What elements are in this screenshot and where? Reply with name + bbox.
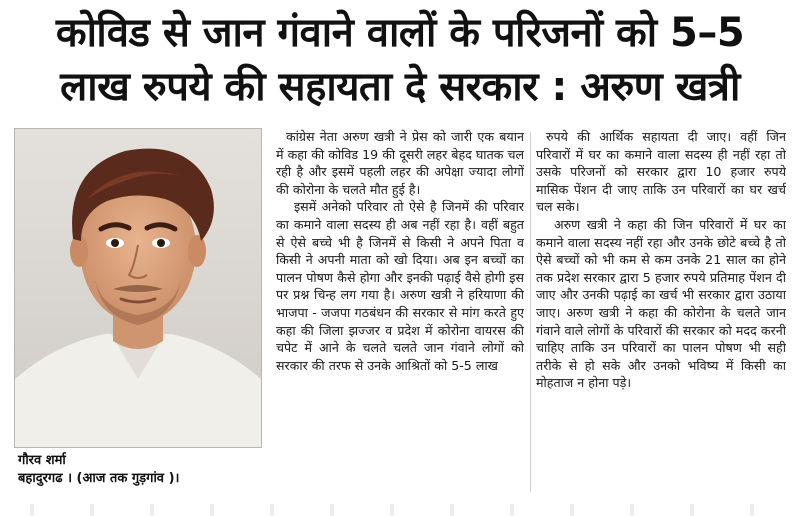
headline-line-2: लाख रुपये की सहायता दे सरकार : अरुण खत्री [60, 64, 740, 110]
headline [0, 6, 800, 114]
column-1-paragraph-1: कांग्रेस नेता अरुण खत्री ने प्रेस को जारी एक बयान में कहा की कोविड 19 की दूसरी लहर बेहद घातक चल रही है और इसमें पहली लहर की अपेक्षा ज्यादा लोगों की कोरोना के चलते मौत हुई है। [276, 129, 524, 197]
caption-dateline: बहादुरगढ । (आज तक गुड़गांव )। [18, 471, 180, 486]
article-column-2 [536, 128, 786, 498]
caption-author: गौरव शर्मा [18, 453, 66, 468]
headline-line-1: कोविड से जान गंवाने वालों के परिजनों को 5–5 [55, 10, 745, 56]
photo-caption [18, 452, 268, 488]
article-column-1 [276, 128, 524, 498]
next-article-edge [0, 504, 800, 516]
column-1-paragraph-2: इसमें अनेको परिवार तो ऐसे है जिनमें की परिवार का कमाने वाला सदस्य ही अब नहीं रहा है। वहीं बहुत से ऐसे बच्चे भी है जिनमें से किसी ने अपने पिता व किसी ने अपनी माता को खो दिया। अब इन बच्चों का पालन पोषण कैसे होगा और इनकी पढ़ाई वैसे होगी इस पर प्रश्न चिन्ह लग गया है। अरुण खत्री ने हरियाणा की भाजपा - जजपा गठबंधन की सरकार से मांग करते हुए कहा की जिला झज्जर व प्रदेश में कोरोना वायरस की चपेट में आने के चलते चलते जान गंवाने लोगों को सरकार की तरफ से उनके आश्रितों को 5-5 लाख [276, 199, 524, 373]
portrait-photo [14, 128, 262, 448]
column-2-paragraph-2: अरुण खत्री ने कहा की जिन परिवारों में घर का कमाने वाला सदस्य नहीं रहा और उनके छोटे बच्चे है तो ऐसे बच्चों को भी कम से कम उनके 21 साल का होने तक प्रदेश सरकार द्वारा 5 हजार रुपये प्रतिमाह पेंशन दी जाए और उनकी पढ़ाई का खर्च भी सरकार द्वारा उठाया जाए। अरुण खत्री ने कहा की कोरोना के चलते जान गंवाने वाले लोगों के परिवारों की सरकार को मदद करनी चाहिए ताकि उन परिवारों का पालन पोषण भी सही तरीके से हो सके और उनको भविष्य में किसी का मोहताज न होना पड़े। [536, 216, 786, 391]
column-2-paragraph-1: रुपये की आर्थिक सहायता दी जाए। वहीं जिन परिवारों में घर का कमाने वाला सदस्य ही नहीं रहा तो उसके परिजनों को सरकार द्वारा 10 हजार रुपये मासिक पेंशन दी जाए ताकि उन परिवारों का घर खर्च चल सके। [536, 129, 786, 215]
portrait-illustration [15, 129, 261, 447]
column-divider [530, 132, 531, 492]
